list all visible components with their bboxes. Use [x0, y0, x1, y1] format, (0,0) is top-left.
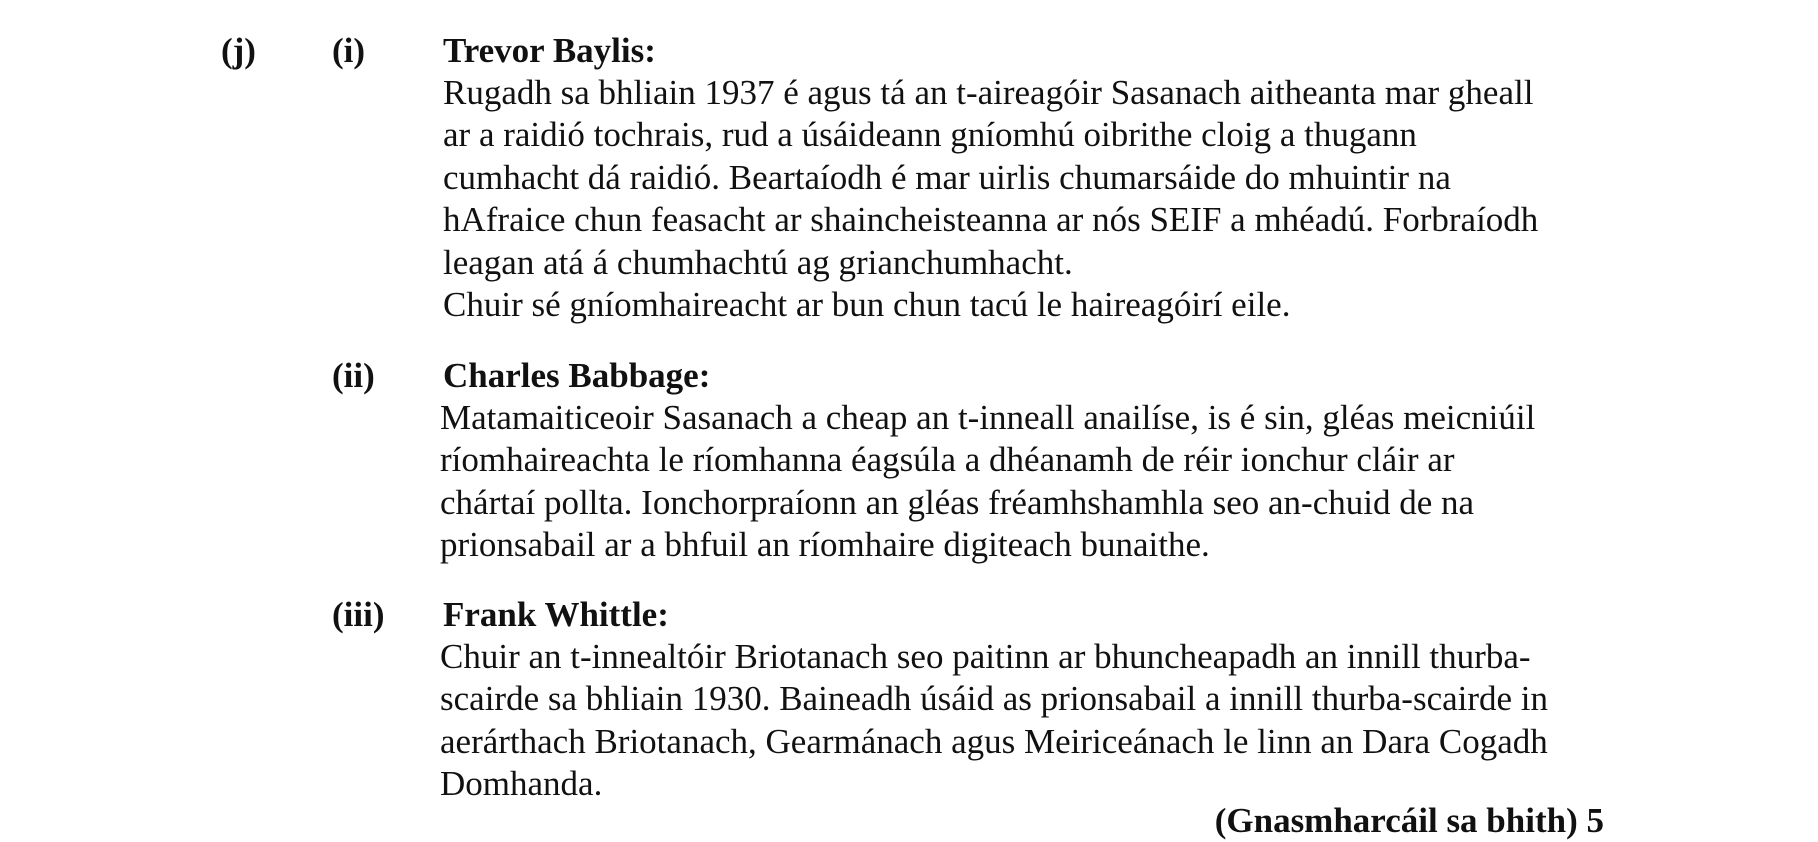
- body-line: aerárthach Briotanach, Gearmánach agus Meiriceánach le linn an Dara Cogadh: [440, 721, 1548, 761]
- body-line: Domhanda.: [440, 764, 603, 804]
- section-iii-marker: (iii): [332, 595, 385, 634]
- marks-footer: (Gnasmharcáil sa bhith) 5: [1214, 801, 1604, 840]
- section-i-body: [443, 72, 1538, 326]
- body-line: leagan atá á chumhachtú ag grianchumhacht.: [443, 242, 1073, 282]
- body-line: ríomhaireachta le ríomhanna éagsúla a dhéanamh de réir ionchur cláir ar: [440, 440, 1455, 480]
- body-line: ar a raidió tochrais, rud a úsáideann gníomhú oibrithe cloig a thugann: [443, 115, 1417, 155]
- body-line: prionsabail ar a bhfuil an ríomhaire digiteach bunaithe.: [440, 525, 1210, 565]
- body-line: cumhacht dá raidió. Beartaíodh é mar uirlis chumarsáide do mhuintir na: [443, 157, 1451, 197]
- section-ii-heading: Charles Babbage:: [443, 356, 711, 395]
- section-ii-marker: (ii): [332, 356, 375, 395]
- body-line: scairde sa bhliain 1930. Baineadh úsáid as prionsabail a innill thurba-scairde in: [440, 679, 1549, 719]
- body-line: Chuir sé gníomhaireacht ar bun chun tacú le haireagóirí eile.: [443, 285, 1291, 325]
- question-label: (j): [221, 31, 256, 70]
- body-line: Chuir an t-innealtóir Briotanach seo paitinn ar bhuncheapadh an innill thurba-: [440, 637, 1531, 676]
- body-line: Matamaiticeoir Sasanach a cheap an t-inneall anailíse, is é sin, gléas meicniúil: [440, 398, 1536, 437]
- body-line: chártaí pollta. Ionchorpraíonn an gléas fréamhshamhla seo an-chuid de na: [440, 482, 1475, 522]
- section-iii-body: [440, 636, 1548, 806]
- section-ii-body: [440, 397, 1535, 567]
- section-i-marker: (i): [332, 31, 366, 70]
- section-iii-heading: Frank Whittle:: [443, 595, 669, 634]
- body-line: Rugadh sa bhliain 1937 é agus tá an t-aireagóir Sasanach aitheanta mar gheall: [443, 73, 1534, 112]
- section-i-heading: Trevor Baylis:: [443, 31, 656, 70]
- body-line: hAfraice chun feasacht ar shaincheisteanna ar nós SEIF a mhéadú. Forbraíodh: [443, 200, 1539, 240]
